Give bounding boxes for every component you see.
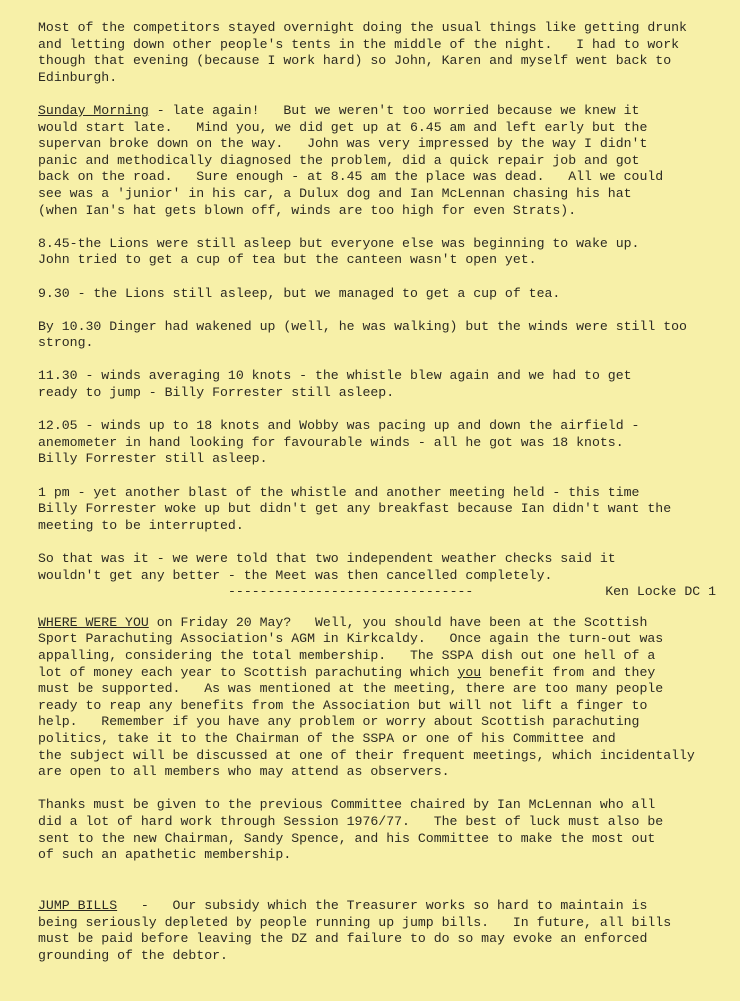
- where-were-you-text: on Friday 20 May? Well, you should have been at the Scottish Sport Parachuting Association's AGM in Kirkcaldy. Once again the turn-out was appalling, considering the total membership. The SSPA dish out one hell of a lot of money each year to Scottish parachuting which: [38, 614, 664, 680]
- spacer: [38, 880, 720, 898]
- paragraph-1pm: 1 pm - yet another blast of the whistle and another meeting held - this time Billy Forrester woke up but didn't get any breakfast because Ian didn't want the meeting to be interrupted.: [38, 484, 672, 533]
- paragraph-cancelled: So that was it - we were told that two independent weather checks said it wouldn't get any better - the Meet was then cancelled completely.: [38, 551, 616, 583]
- author-signature: Ken Locke DC 1: [605, 584, 716, 600]
- paragraph-0845: 8.45-the Lions were still asleep but everyone else was beginning to wake up. John tried to get a cup of tea but the canteen wasn't open yet.: [38, 235, 640, 268]
- heading-sunday-morning: Sunday Morning: [38, 102, 149, 118]
- paragraph-overnight: Most of the competitors stayed overnight doing the usual things like getting drunk and letting down other people's tents in the middle of the night. I had to work though that evening (because I work hard) so John, Karen and myself went back to Edinburgh.: [38, 20, 687, 85]
- jump-bills-text: - Our subsidy which the Treasurer works so hard to maintain is being seriously depleted by people running up jump bills. In future, all bills must be paid before leaving the DZ and failure to do so may evoke an enforced grounding of the debtor.: [38, 898, 672, 964]
- paragraph-thanks: Thanks must be given to the previous Committee chaired by Ian McLennan who all did a lot of hard work through Session 1976/77. The best of luck must also be sent to the new Chairman, Sandy Spence, and his Committee to make the most out of such an apathetic membership.: [38, 797, 664, 863]
- separator-line: -------------------------------: [228, 584, 474, 600]
- heading-where-were-you: WHERE WERE YOU: [38, 614, 149, 630]
- paragraph-1030: By 10.30 Dinger had wakened up (well, he was walking) but the winds were still too strong.: [38, 318, 687, 351]
- paragraph-jump-bills: [38, 898, 720, 964]
- paragraph-1130: 11.30 - winds averaging 10 knots - the whistle blew again and we had to get ready to jump - Billy Forrester still asleep.: [38, 368, 632, 401]
- heading-jump-bills: JUMP BILLS: [38, 898, 118, 914]
- paragraph-sunday-morning: [38, 103, 720, 219]
- where-were-you-text-2: benefit from and they must be supported. As was mentioned at the meeting, there are too many people ready to reap any benefits from the Association but will not lift a finger to help. Remember if you have any problem or worry about Scottish parachuting politics, take it to the Chairman of the SSPA or one of his Committee and the subject will be discussed at one of their frequent meetings, which incidentally are open to all members who may attend as observers.: [38, 664, 695, 780]
- paragraph-0930: 9.30 - the Lions still asleep, but we managed to get a cup of tea.: [38, 285, 561, 301]
- paragraph-1205: 12.05 - winds up to 18 knots and Wobby was pacing up and down the airfield - anemometer in hand looking for favourable winds - all he got was 18 knots. Billy Forrester still asleep.: [38, 418, 640, 467]
- emphasis-you: you: [457, 664, 482, 680]
- paragraph-where-were-you: [38, 615, 720, 781]
- separator-row: [38, 584, 720, 601]
- sunday-morning-text: - late again! But we weren't too worried because we knew it would start late. Mind you, we did get up at 6.45 am and left early but the supervan broke down on the way. John was very impressed by the way I didn't panic and methodically diagnosed the problem, did a quick repair job and got back on the road. Sure enough - at 8.45 am the place was dead. All we could see was a 'junior' in his car, a Dulux dog and Ian McLennan chasing his hat (when Ian's hat gets blown off, winds are too high for even Strats).: [38, 102, 664, 218]
